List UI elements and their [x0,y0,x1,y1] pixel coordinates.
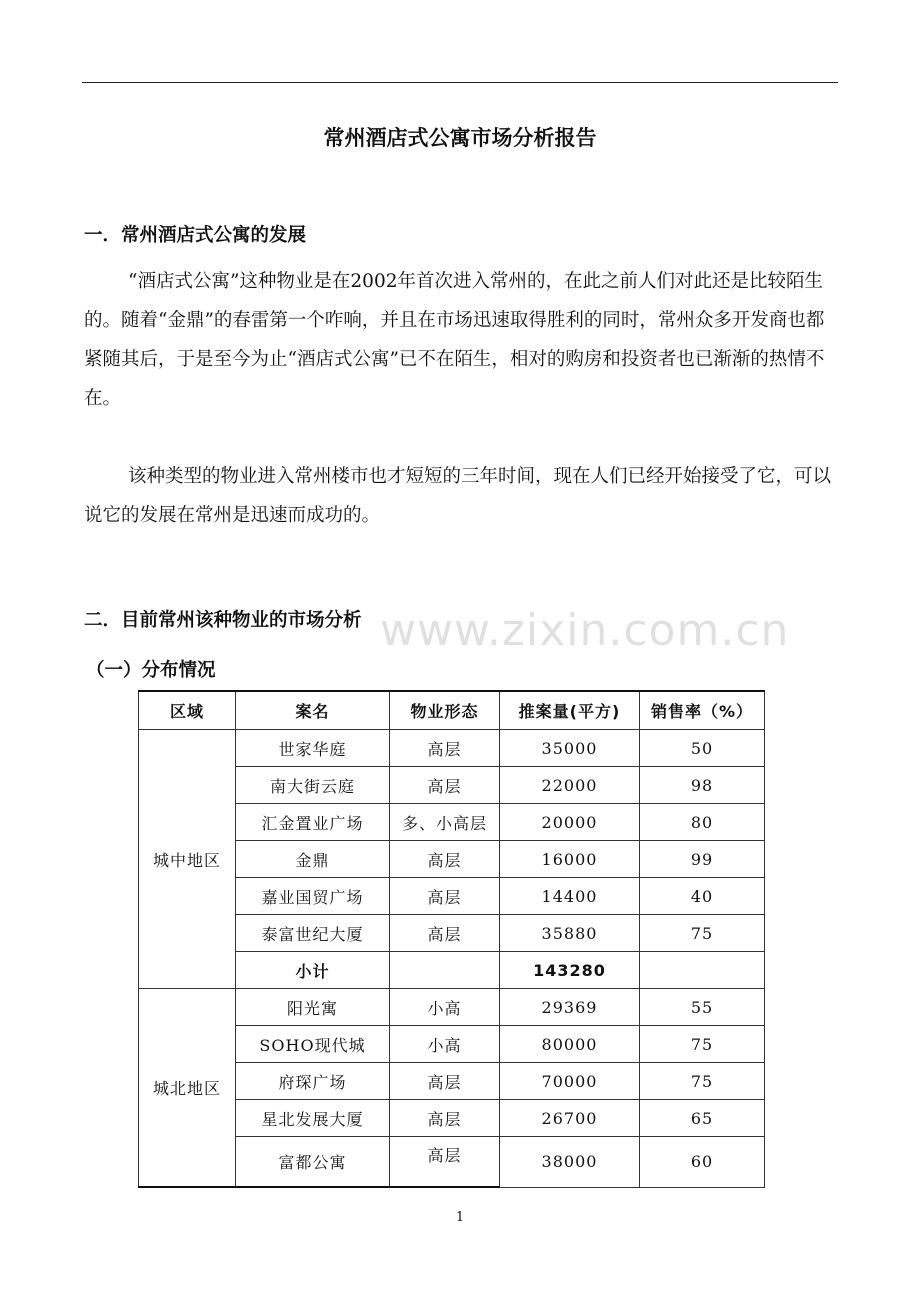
area-cell: 29369 [500,989,640,1026]
distribution-subheading: （一）分布情况 [86,660,216,681]
area-cell: 80000 [500,1026,640,1063]
rate-cell: 50 [640,730,765,767]
header-project: 案名 [236,691,390,730]
subtotal-empty-cell [640,952,765,989]
header-sales-rate: 销售率（%） [640,691,765,730]
area-cell: 35000 [500,730,640,767]
rate-cell: 80 [640,804,765,841]
rate-cell: 65 [640,1100,765,1137]
type-cell: 高层 [390,841,500,878]
region-cell: 城北地区 [139,989,236,1188]
rate-cell: 99 [640,841,765,878]
rate-cell: 60 [640,1137,765,1188]
subtotal-empty-cell [390,952,500,989]
header-rule [82,82,838,83]
type-cell: 高层 [390,1137,500,1188]
project-cell: 星北发展大厦 [236,1100,390,1137]
region-cell: 城中地区 [139,730,236,989]
section-2-heading: 二．目前常州该种物业的市场分析 [84,610,362,631]
area-cell: 26700 [500,1100,640,1137]
rate-cell: 75 [640,1063,765,1100]
section-1-heading: 一．常州酒店式公寓的发展 [84,225,307,246]
distribution-table [138,690,765,1188]
project-cell: 南大街云庭 [236,767,390,804]
type-cell: 高层 [390,1063,500,1100]
section-1-paragraph-1: “酒店式公寓”这种物业是在2002年首次进入常州的，在此之前人们对此还是比较陌生的。随着“金鼎”的春雷第一个咋响，并且在市场迅速取得胜利的同时，常州众多开发商也都紧随其后，于是至今为止“酒店式公寓”已不在陌生，相对的购房和投资者也已渐渐的热情不在。 [84,271,825,409]
rate-cell: 40 [640,878,765,915]
type-cell: 高层 [390,1100,500,1137]
project-cell: 世家华庭 [236,730,390,767]
type-cell: 高层 [390,730,500,767]
document-title: 常州酒店式公寓市场分析报告 [323,126,597,150]
type-cell: 小高 [390,1026,500,1063]
area-cell: 38000 [500,1137,640,1188]
project-cell: 嘉业国贸广场 [236,878,390,915]
project-cell: 汇金置业广场 [236,804,390,841]
type-cell: 高层 [390,767,500,804]
page-number: 1 [455,1210,465,1225]
section-1-paragraph-2: 该种类型的物业进入常州楼市也才短短的三年时间，现在人们已经开始接受了它，可以说它的发展在常州是迅速而成功的。 [84,466,832,526]
rate-cell: 75 [640,1026,765,1063]
rate-cell: 55 [640,989,765,1026]
area-cell: 20000 [500,804,640,841]
area-cell: 16000 [500,841,640,878]
project-cell: 富都公寓 [236,1137,390,1188]
project-cell: 金鼎 [236,841,390,878]
area-cell: 22000 [500,767,640,804]
table-row [139,989,765,1026]
header-region: 区域 [139,691,236,730]
area-cell: 14400 [500,878,640,915]
project-cell: 阳光寓 [236,989,390,1026]
rate-cell: 75 [640,915,765,952]
project-cell: 府琛广场 [236,1063,390,1100]
type-cell: 高层 [390,878,500,915]
project-cell: 泰富世纪大厦 [236,915,390,952]
type-cell: 多、小高层 [390,804,500,841]
header-area: 推案量(平方) [500,691,640,730]
subtotal-label: 小计 [236,952,390,989]
header-property-type: 物业形态 [390,691,500,730]
project-cell: SOHO现代城 [236,1026,390,1063]
area-cell: 70000 [500,1063,640,1100]
subtotal-value: 143280 [500,952,640,989]
table-header-row [139,691,765,730]
watermark: www.zixin.com.cn [380,605,790,656]
type-cell: 小高 [390,989,500,1026]
rate-cell: 98 [640,767,765,804]
type-cell: 高层 [390,915,500,952]
table-row [139,730,765,767]
area-cell: 35880 [500,915,640,952]
